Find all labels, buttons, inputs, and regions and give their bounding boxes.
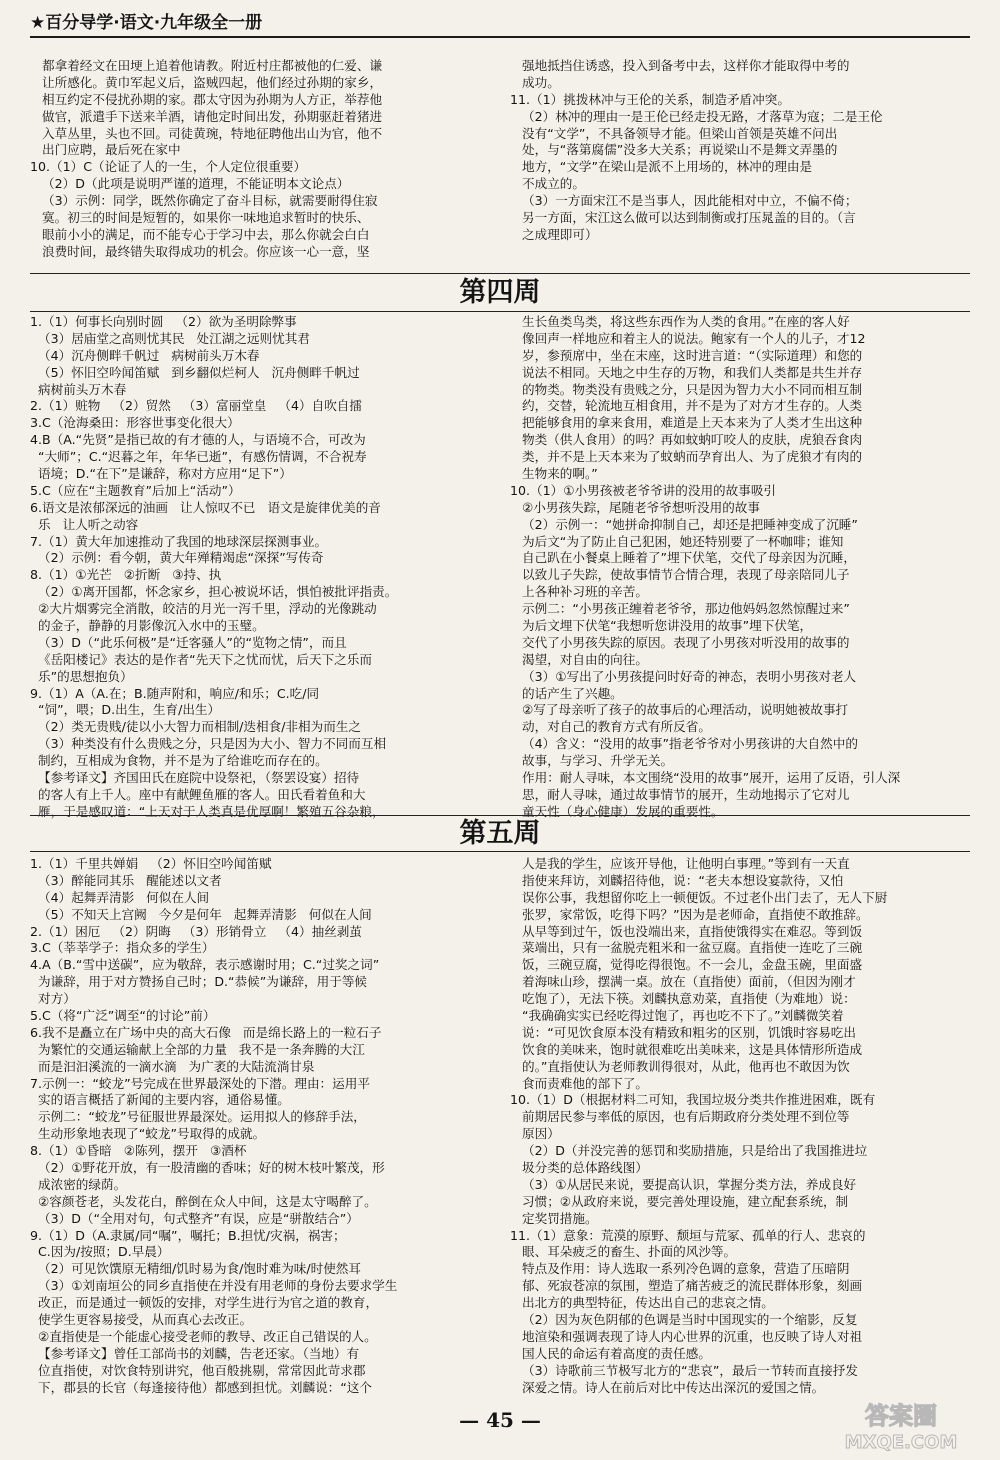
text-line: 雁，于是感叹道：“上天对于人类真是优厚啊！繁殖五谷杂粮， [30, 803, 385, 819]
text-line: （5）不知天上宫阙 今夕是何年 起舞弄清影 何似在人间 [30, 906, 372, 922]
text-line: 指使来拜访，刘麟招待他，说：“老夫本想设宴款待，又怕 [510, 872, 844, 888]
text-line: 3.C（沧海桑田：形容世事变化很大） [30, 415, 240, 431]
text-line: （3）种类没有什么贵贱之分，只是因为大小、智力不同而互相 [30, 736, 387, 752]
text-line: （3）一方面宋江不是当事人，因此能相对中立，不偏不倚； [510, 193, 858, 209]
text-line: 说法不相同。天地之中生存的万物，和我们人类都是共生并存 [510, 364, 863, 380]
text-line: 误你公事，我想留你吃上一顿便饭。不过老仆出门去了，无人下厨 [510, 889, 888, 905]
text-line: 7.（1）黄大年加速推动了我国的地球深层探测事业。 [30, 533, 328, 549]
text-line: 改正，而是通过一顿饭的安排，对学生进行为官之道的教育， [30, 1295, 379, 1311]
week5-rule-top [30, 815, 970, 816]
text-line: “我确确实实已经吃得过饱了，再也吃不下了。”刘麟微笑着 [510, 1008, 844, 1024]
text-line: 地渲染和强调表现了诗人内心世界的沉重，也反映了诗人对祖 [510, 1328, 863, 1344]
book-header-title: ★百分导学·语文·九年级全一册 [30, 13, 263, 33]
text-line: 病树前头万木春 [30, 381, 127, 397]
text-line: “大师”；C.“迟暮之年，年华已逝”，有感伤情调，不合祝寿 [30, 449, 367, 465]
text-line: 饮食的美味来，饱时就很难吃出美味来，这是具体情形所造成 [510, 1041, 863, 1057]
text-line: 成功。 [510, 74, 560, 90]
text-line: 物类（供人食用）的吗？再如蚊蚋叮咬人的皮肤，虎狼吞食肉 [510, 432, 863, 448]
text-line: 3.C（莘莘学子：指众多的学生） [30, 940, 215, 956]
week5-left-column [30, 856, 500, 1397]
text-line: （3）诗歌前三节极写北方的“悲哀”，最后一节转而直接抒发 [510, 1362, 858, 1378]
text-line: 着海味山珍，摆满一桌。放在（直指使）面前，（但因为刚才 [510, 974, 856, 990]
text-line: 深爱之情。诗人在前后对比中传达出深沉的爱国之情。 [510, 1379, 825, 1395]
text-line: 语境；D.“在下”是谦辞，称对方应用“足下”） [30, 466, 292, 482]
text-line: 约，交替，轮流地互相食用，并不是为了对方才生存的。人类 [510, 398, 863, 414]
text-line: 饭，三碗豆腐，觉得吃得很饱。不一会儿，金盘玉碗，里面盛 [510, 957, 863, 973]
text-line: 生物来的啊。” [510, 466, 598, 482]
text-line: 作用：耐人寻味，本文围绕“没用的故事”展开，运用了反语，引人深 [510, 770, 901, 786]
text-line: 都拿着经文在田埂上追着他请教。附近村庄都被他的仁爱、谦 [30, 58, 383, 73]
text-line: （3）①从居民来说，要提高认识，掌握分类方法，养成良好 [510, 1176, 857, 1192]
text-line: 乐”的思想抱负） [30, 668, 133, 684]
text-line: 郁、死寂苍凉的氛围，塑造了痛苦疲乏的流民群体形象，刻画 [510, 1278, 863, 1294]
text-line: 10.（1）C（论证了人的一生，个人定位很重要） [30, 159, 307, 175]
text-line: 的物类。物类没有贵贱之分，只是因为智力大小不同而相互制 [510, 381, 863, 397]
week4-rule-bottom [30, 311, 970, 312]
text-line: （3）居庙堂之高则忧其民 处江湖之远则忧其君 [30, 330, 310, 346]
week4-right-column [510, 314, 980, 821]
text-line: 《岳阳楼记》表达的是作者“先天下之忧而忧，后天下之乐而 [30, 651, 372, 667]
header-rule [30, 36, 970, 38]
text-line: 把能够食用的拿来食用，难道是上天本来为了人类才生出这种 [510, 415, 863, 431]
watermark-text-cn: 答案圈 [865, 1402, 937, 1430]
text-line: 对方） [30, 991, 76, 1007]
text-line: 生长鱼类鸟类，将这些东西作为人类的食用。”在座的客人好 [510, 314, 850, 329]
text-line: 1.（1）何事长向别时圆 （2）欲为圣明除弊事 [30, 314, 297, 329]
text-line: 2.（1）困厄 （2）阴晦 （3）形销骨立 （4）抽丝剥茧 [30, 923, 362, 939]
text-line: 习惯；②从政府来说，要完善处理设施，建立配套系统，制 [510, 1193, 849, 1209]
text-line: 的。”直指使认为老师教训得很对，从此，他再也不敢因为饮 [510, 1058, 850, 1074]
text-line: （2）①野花开放，有一股清幽的香味；好的树木枝叶繁茂，形 [30, 1160, 385, 1176]
text-line: “饲”，喂；D.出生，生育/出生） [30, 702, 221, 718]
text-line: 使学生更容易接受，从而真心去改正。 [30, 1312, 253, 1328]
top-right-column [510, 58, 980, 244]
text-line: C.因为/按照；D.早晨） [30, 1244, 170, 1260]
text-line: 的金子，静静的月影像沉入水中的玉璧。 [30, 618, 265, 634]
text-line: 出北方的典型特征，传达出自己的悲哀之情。 [510, 1295, 774, 1311]
text-line: 说：“可见饮食原本没有精致和粗劣的区别，饥饿时容易吃出 [510, 1024, 856, 1040]
text-line: （3）①写出了小男孩提问时好奇的神态，表明小男孩对老人 [510, 668, 857, 684]
text-line: 让所感化。黄巾军起义后，盗贼四起，他们经过孙期的家乡， [30, 74, 383, 90]
text-line: 而是汩汩溪流的一滴水滴 为广袤的大陆流淌甘泉 [30, 1058, 315, 1074]
text-line: 的话产生了兴趣。 [510, 685, 623, 701]
text-line: 的客人有上千人。座中有献鲤鱼雁的客人。田氏看着鱼和大 [30, 786, 366, 802]
text-line: 另一方面，宋江这么做可以达到制衡或打压晁盖的目的。（言 [510, 210, 856, 226]
text-line: 吃饱了），无法下筷。刘麟执意劝菜，直指使（为难地）说： [510, 991, 856, 1007]
text-line: 6.我不是矗立在广场中央的高大石像 而是绵长路上的一粒石子 [30, 1024, 382, 1040]
text-line: 5.C（应在“主题教育”后加上“活动”） [30, 482, 241, 498]
text-line: 地方，“文学”在梁山是派不上用场的，林冲的理由是 [510, 159, 813, 175]
text-line: 示例二：“小男孩正缠着老爷爷，那边他妈妈忽然惊醒过来” [510, 601, 850, 617]
text-line: （2）D（并没完善的惩罚和奖励措施，只是给出了我国推进垃 [510, 1143, 868, 1159]
text-line: 7.示例一：“蛟龙”号完成在世界最深处的下潜。理由：运用平 [30, 1075, 370, 1091]
text-line: （2）林冲的理由一是王伦已经走投无路，才落草为寇；二是王伦 [510, 108, 883, 124]
text-line: ②大片烟雾完全消散，皎洁的月光一泻千里，浮动的光像跳动 [30, 601, 377, 617]
text-line: （4）含义：“没用的故事”指老爷爷对小男孩讲的大自然中的 [510, 736, 858, 752]
text-line: 之成理即可） [510, 226, 598, 242]
text-line: 位直指使，对饮食特别讲究，他百般挑剔，常常因此苛求郡 [30, 1362, 366, 1378]
text-line: 11.（1）挑拨林冲与王伦的关系，制造矛盾冲突。 [510, 91, 790, 107]
text-line: 眼前小小的满足，而不能专心于学习中去，那么你就会白白 [30, 226, 370, 242]
text-line: 9.（1）D（A.隶属/同“嘱”，嘱托；B.担忧/灾祸，祸害； [30, 1227, 346, 1243]
text-line: 出门应聘，最后死在家中 [30, 142, 181, 158]
text-line: 实的语言概括了新闻的主要内容，通俗易懂。 [30, 1092, 290, 1108]
text-line: （4）沉舟侧畔千帆过 病树前头万木春 [30, 347, 260, 363]
text-line: 从早等到过午，饭也没端出来，直指使饿得实在难忍。等到饭 [510, 923, 863, 939]
page-number: — 45 — [459, 1408, 541, 1432]
top-left-column [30, 58, 500, 261]
watermark-text-en: MXQE.COM [844, 1432, 958, 1453]
text-line: 生动形象地表现了“蛟龙”号取得的成就。 [30, 1126, 266, 1142]
text-line: 浪费时间，最终错失取得成功的机会。你应该一心一意，坚 [30, 243, 370, 259]
text-line: 示例二：“蛟龙”号征服世界最深处。运用拟人的修辞手法， [30, 1109, 366, 1125]
text-line: 童天性（身心健康）发展的重要性。 [510, 803, 724, 819]
text-line: （2）因为灰色阴郁的色调是当时中国现实的一个缩影，反复 [510, 1312, 858, 1328]
text-line: 国人民的命运有着高度的责任感。 [510, 1345, 711, 1361]
text-line: 思，耐人寻味，通过故事情节的展开，生动地揭示了它对儿 [510, 786, 850, 802]
text-line: 5.C（将“广泛”调至“的讨论”前） [30, 1008, 216, 1024]
text-line: 8.（1）①昏暗 ②陈列，摆开 ③酒杯 [30, 1143, 247, 1159]
text-line: ②容颜苍老，头发花白，醉倒在众人中间，这是太守喝醉了。 [30, 1193, 377, 1209]
week4-left-column [30, 314, 500, 821]
text-line: 张罗，家常饭，吃得下吗？”因为是老师命，直指使不敢推辞。 [510, 906, 869, 922]
text-line: 为谦辞，用于对方赞扬自己时；D.“恭候”为谦辞，用于等候 [30, 974, 368, 990]
text-line: ②写了母亲听了孩子的故事后的心理活动，说明她被故事打 [510, 702, 849, 718]
week5-title: 第五周 [459, 818, 541, 849]
text-line: 交代了小男孩失踪的原因。表现了小男孩对听没用的故事的 [510, 634, 850, 650]
text-line: （2）类无贵贱/徒以小大智力而相制/迭相食/非相为而生之 [30, 719, 361, 735]
text-line: 动，对自己的教育方式有所反省。 [510, 719, 711, 735]
text-line: （2）示例一：“她拼命抑制自己，却还是把睡神变成了沉睡” [510, 516, 858, 532]
text-line: 渴望，对自由的向往。 [510, 651, 648, 667]
text-line: 1.（1）千里共婵娟 （2）怀旧空吟闻笛赋 [30, 856, 272, 871]
text-line: （4）起舞弄清影 何似在人间 [30, 889, 210, 905]
text-line: 成浓密的绿荫。 [30, 1176, 127, 1192]
text-line: 【参考译文】曾任工部尚书的刘麟，告老还家。（当地）有 [30, 1345, 360, 1361]
text-line: 原因） [510, 1126, 560, 1142]
text-line: 特点及作用：诗人选取一系列冷色调的意象，营造了压暗阴 [510, 1261, 850, 1277]
text-line: 前期居民参与率低的原因，也有后期政府分类处理不到位等 [510, 1109, 850, 1125]
text-line: （2）可见饮馔原无精细/饥时易为食/饱时难为味/时使然耳 [30, 1261, 361, 1277]
text-line: 食而责难他的部下了。 [510, 1075, 648, 1091]
text-line: 4.A（B.“雪中送碳”，应为敬辞，表示感谢时用；C.“过奖之词” [30, 957, 380, 973]
text-line: 像回声一样地应和着主人的说法。鲍家有一个人的儿子，才12 [510, 330, 866, 346]
text-line: （3）D（“此乐何极”是“迁客骚人”的“览物之情”，而且 [30, 634, 347, 650]
week4-title: 第四周 [459, 277, 541, 308]
text-line: （3）示例：同学，既然你确定了奋斗目标，就需要耐得住寂 [30, 193, 378, 209]
text-line: 为繁忙的交通运输献上全部的力量 我不是一条奔腾的大江 [30, 1041, 365, 1057]
text-line: 下，郡县的长官（每逢接待他）都感到担忧。刘麟说：“这个 [30, 1379, 372, 1395]
text-line: 故事，与学习、升学无关。 [510, 753, 674, 769]
text-line: 为后文埋下伏笔“我想听您讲没用的故事”埋下伏笔， [510, 618, 813, 634]
text-line: （3）D（“全用对句，句式整齐”有误，应是“骈散结合”） [30, 1210, 359, 1226]
text-line: 不成立的。 [510, 176, 585, 192]
text-line: 以致儿子失踪，使故事情节合情合理，表现了母亲陪同儿子 [510, 567, 850, 583]
text-line: 【参考译文】齐国田氏在庭院中设祭祀，（祭罢设宴）招待 [30, 770, 360, 786]
text-line: （2）示例：看今朝，黄大年殚精竭虑“深探”写传奇 [30, 550, 324, 566]
text-line: 眼、耳朵疲乏的畜生、扑面的风沙等。 [510, 1244, 737, 1260]
text-line: ②小男孩失踪，尾随老爷爷想听没用的故事 [510, 499, 760, 515]
text-line: 圾分类的总体路线图） [510, 1160, 648, 1176]
week5-right-column [510, 856, 980, 1397]
text-line: （2）D（此项是说明严谨的道理，不能证明本文论点） [30, 176, 350, 192]
text-line: 人是我的学生，应该开导他，让他明白事理。”等到有一天直 [510, 856, 850, 871]
text-line: 做官，派遣手下送来羊酒，请他定时间出发，孙期驱赶着猪进 [30, 108, 383, 124]
text-line: 11.（1）意象：荒漠的原野、颓垣与荒冢、孤单的行人、悲哀的 [510, 1227, 866, 1243]
text-line: 10.（1）D（根据材料二可知，我国垃圾分类共作推进困难，既有 [510, 1092, 876, 1108]
text-line: 2.（1）赃物 （2）贸然 （3）富丽堂皇 （4）自吹自擂 [30, 398, 362, 414]
text-line: 9.（1）A（A.在；B.随声附和，响应/和乐；C.吃/同 [30, 685, 320, 701]
text-line: （3）①刘南垣公的同乡直指使在并没有用老师的身份去要求学生 [30, 1278, 398, 1294]
text-line: 6.语文是浓郁深远的油画 让人惊叹不已 语文是旋律优美的音 [30, 499, 381, 515]
text-line: 类，并不是上天本来为了蚊蚋而孕育出人、为了虎狼才有肉的 [510, 449, 863, 465]
text-line: 强地抵挡住诱惑，投入到备考中去，这样你才能取得中考的 [510, 58, 850, 73]
text-line: 10.（1）①小男孩被老爷爷讲的没用的故事吸引 [510, 482, 777, 498]
text-line: ②直指使是一个能虚心接受老师的教导、改正自己错误的人。 [30, 1328, 377, 1344]
text-line: 岁，参预席中，坐在末座，这时进言道：“（实际道理）和您的 [510, 347, 863, 363]
week5-rule-bottom [30, 851, 970, 852]
text-line: 入草丛里，头也不回。司徒黄琬，特地征聘他出山为官，他不 [30, 125, 383, 141]
text-line: 4.B（A.“先贤”是指已故的有才德的人，与语境不合，可改为 [30, 432, 366, 448]
text-line: 菜端出，只有一盆脱壳粗米和一盆豆腐。直指使一连吃了三碗 [510, 940, 863, 956]
watermark-logo [826, 1396, 976, 1454]
text-line: 相互约定不侵扰孙期的家。郡太守因为孙期为人方正，举荐他 [30, 91, 383, 107]
week4-rule-top [30, 273, 970, 274]
text-line: 8.（1）①光芒 ②折断 ③持、执 [30, 567, 222, 583]
text-line: 自己趴在小餐桌上睡着了”埋下伏笔，交代了母亲因为沉睡， [510, 550, 856, 566]
text-line: 乐 让人听之动容 [30, 516, 139, 532]
text-line: （5）怀旧空吟闻笛赋 到乡翻似烂柯人 沉舟侧畔千帆过 [30, 364, 360, 380]
text-line: 寞。初三的时间是短暂的，如果你一味地追求暂时的快乐、 [30, 210, 370, 226]
text-line: 上各种补习班的辛苦。 [510, 584, 648, 600]
text-line: （2）①离开国都，怀念家乡，担心被说坏话，惧怕被批评指责。 [30, 584, 398, 600]
text-line: （3）醉能同其乐 醒能述以文者 [30, 872, 222, 888]
text-line: 制约，互相成为食物，并不是为了给谁吃而存在的。 [30, 753, 328, 769]
text-line: 没有“文学”，不具备领导才能。但梁山首领是英雄不问出 [510, 125, 838, 141]
text-line: 为后文“为了防止自己犯困，她还特别要了一杯咖啡；谁知 [510, 533, 844, 549]
text-line: 处，与“落第腐儒”没多大关系；再说梁山不是舞文弄墨的 [510, 142, 838, 158]
text-line: 定奖罚措施。 [510, 1210, 598, 1226]
